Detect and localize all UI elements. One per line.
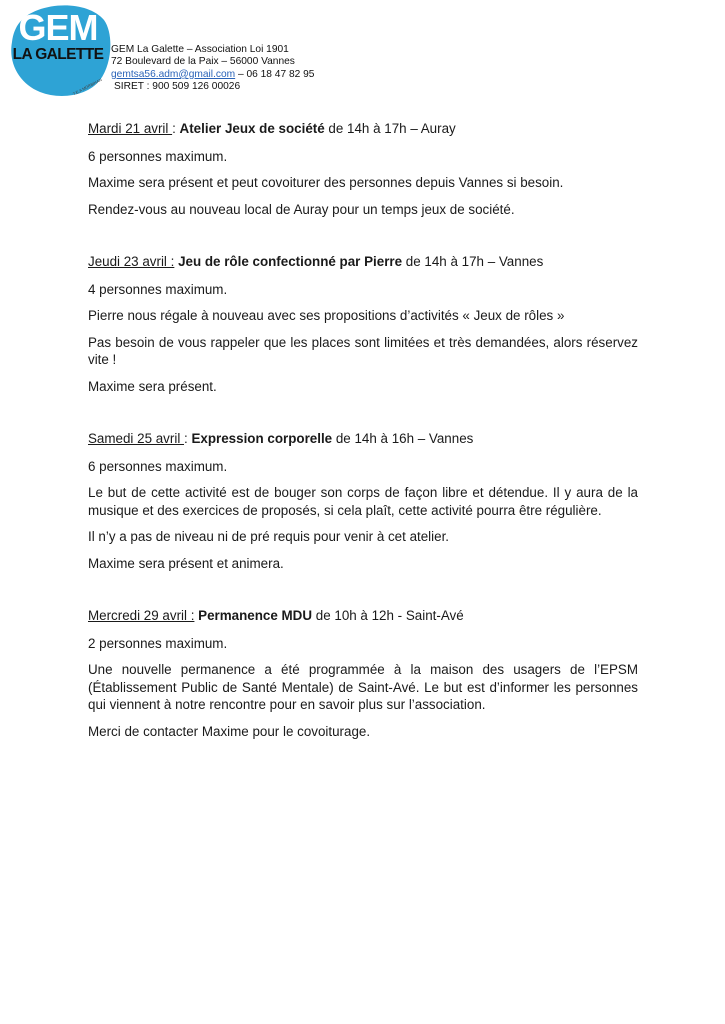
activity-paragraph: Pierre nous régale à nouveau avec ses propositions d’activités « Jeux de rôles » bbox=[88, 308, 565, 323]
activity-capacity: 6 personnes maximum. bbox=[88, 148, 228, 164]
activity-paragraph: Maxime sera présent et animera. bbox=[88, 555, 284, 571]
activity-paragraph: Maxime sera présent et peut covoiturer des personnes depuis Vannes si besoin. bbox=[88, 175, 564, 190]
activity-date: Mercredi 29 avril : bbox=[88, 608, 195, 623]
activity-time-place: de 14h à 17h – Auray bbox=[324, 121, 456, 136]
heading-separator: : bbox=[184, 431, 192, 446]
association-address: 72 Boulevard de la Paix – 56000 Vannes bbox=[111, 56, 295, 68]
logo-gem-text: GEM bbox=[18, 7, 98, 48]
activity-paragraph: Rendez-vous au nouveau local de Auray pour un temps jeux de société. bbox=[88, 201, 515, 217]
association-contact bbox=[111, 69, 314, 81]
activity-section bbox=[88, 120, 638, 218]
activity-time-place: de 10h à 12h - Saint-Avé bbox=[312, 608, 464, 623]
activity-date: Mardi 21 avril bbox=[88, 121, 173, 136]
activity-capacity: 4 personnes maximum. bbox=[88, 281, 228, 297]
activity-date: Jeudi 23 avril : bbox=[88, 254, 175, 269]
activity-paragraph: Pas besoin de vous rappeler que les places sont limitées et très demandées, alors réservez vite ! bbox=[88, 334, 638, 367]
activity-heading bbox=[88, 120, 638, 138]
logo-la-galette-text: LA GALETTE bbox=[12, 46, 104, 63]
logo-tagline: T.E.A MORBIHAN bbox=[71, 76, 103, 97]
activity-capacity: 6 personnes maximum. bbox=[88, 458, 228, 474]
activity-paragraph: Maxime sera présent. bbox=[88, 378, 217, 394]
activity-date: Samedi 25 avril bbox=[88, 431, 185, 446]
activity-paragraph: Merci de contacter Maxime pour le covoiturage. bbox=[88, 723, 371, 739]
activity-paragraph: Le but de cette activité est de bouger son corps de façon libre et détendue. Il y aura de la musique et des exercices de proposés, si cela plaît, cette activité pourra être régulière. bbox=[88, 485, 638, 518]
gem-la-galette-logo bbox=[8, 2, 112, 98]
activity-section bbox=[88, 607, 638, 740]
activity-section bbox=[88, 430, 638, 572]
activity-heading bbox=[88, 253, 638, 271]
heading-separator: : bbox=[172, 121, 180, 136]
activity-title: Jeu de rôle confectionné par Pierre bbox=[178, 254, 403, 269]
activity-time-place: de 14h à 17h – Vannes bbox=[402, 254, 544, 269]
association-header bbox=[111, 44, 314, 94]
phone-number: – 06 18 47 82 95 bbox=[235, 68, 315, 80]
activity-time-place: de 14h à 16h – Vannes bbox=[332, 431, 474, 446]
activity-title: Atelier Jeux de société bbox=[179, 121, 325, 136]
activity-title: Permanence MDU bbox=[198, 608, 313, 623]
siret-number: SIRET : 900 509 126 00026 bbox=[114, 81, 241, 93]
activity-heading bbox=[88, 430, 638, 448]
activities-list bbox=[88, 120, 638, 775]
activity-capacity: 2 personnes maximum. bbox=[88, 635, 228, 651]
activity-paragraph: Une nouvelle permanence a été programmée à la maison des usagers de l’EPSM (Établissement Public de Santé Mentale) de Saint-Avé. Le but est d’informer les personnes qui viennent à notre rencontre pour en savoir plus sur l’association. bbox=[88, 662, 638, 712]
email-link[interactable]: gemtsa56.adm@gmail.com bbox=[111, 68, 236, 80]
activity-section bbox=[88, 253, 638, 395]
activity-heading bbox=[88, 607, 638, 625]
activity-paragraph: Il n’y a pas de niveau ni de pré requis pour venir à cet atelier. bbox=[88, 529, 450, 544]
activity-title: Expression corporelle bbox=[191, 431, 333, 446]
association-name: GEM La Galette – Association Loi 1901 bbox=[111, 44, 289, 55]
